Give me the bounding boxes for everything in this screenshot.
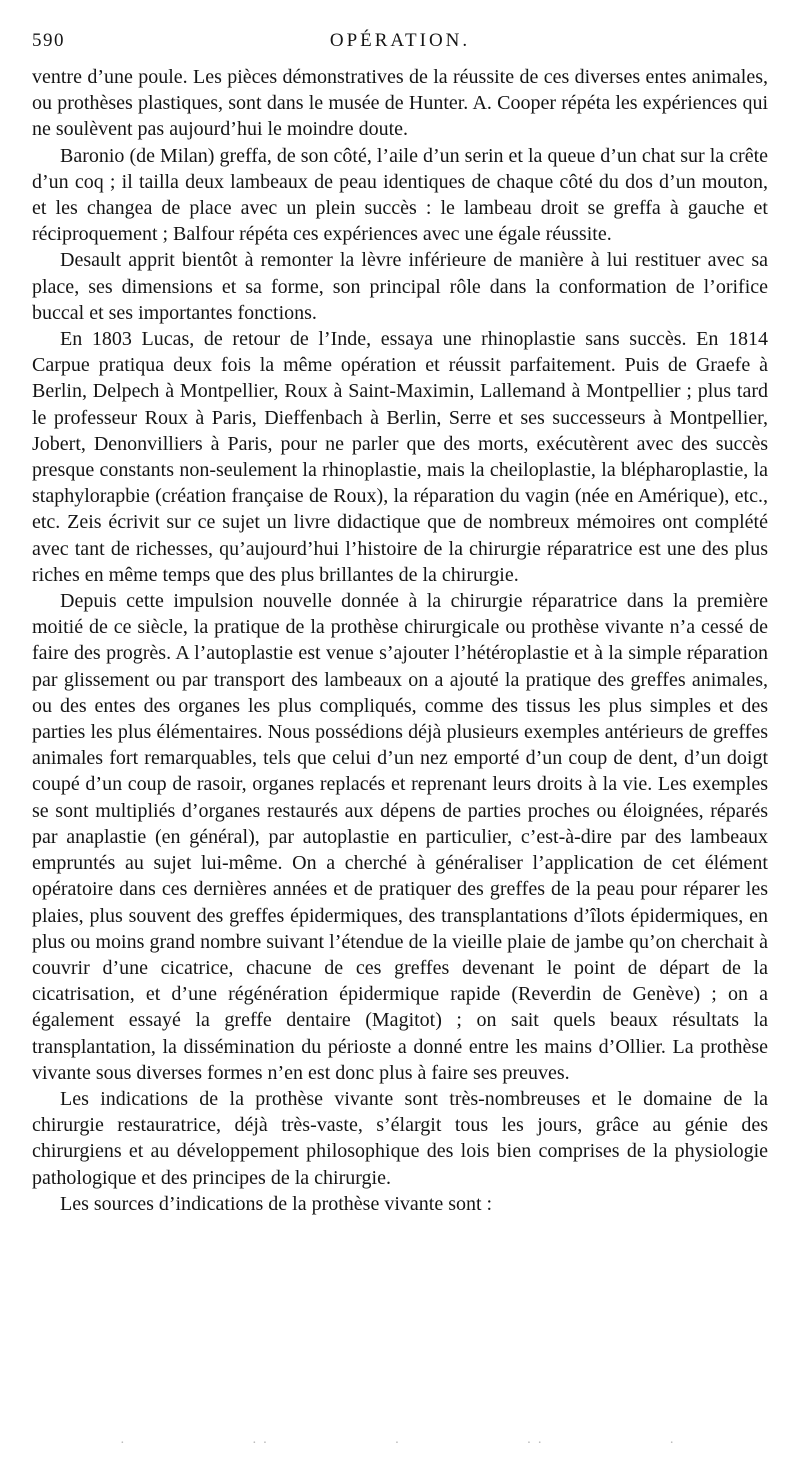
running-title: OPÉRATION. [329,30,471,51]
body-text [32,64,768,1217]
page-mark: · [394,1436,406,1451]
page-mark: ·· [526,1436,548,1451]
bottom-page-marks [120,1436,680,1451]
paragraph-continuation: ventre d’une poule. Les pièces démonstratives de la réussite de ces diverses entes animales, ou prothèses plastiques, sont dans le musée de Hunter. A. Cooper répéta les expériences qui ne soulèvent pas aujourd’hui le moindre doute. [32,66,768,141]
running-head [32,30,768,58]
page-mark: · [669,1436,680,1451]
paragraph-indications: Les indications de la prothèse vivante sont très-nombreuses et le domaine de la chirurgie restauratrice, déjà très-vaste, s’élargit tous les jours, grâce au génie des chirurgiens et au développement philosophique des lois bien comprises de la physiologie pathologique et des principes de la chirurgie. [32,1087,768,1189]
page-mark: ·· [252,1436,274,1451]
paragraph-sources: Les sources d’indications de la prothèse vivante sont : [60,1192,493,1215]
page-number: 590 [32,30,65,51]
paragraph-rhinoplasty-history: En 1803 Lucas, de retour de l’Inde, essaya une rhinoplastie sans succès. En 1814 Carpue pratiqua deux fois la même opération et réussit parfaitement. Puis de Graefe à Berlin, Delpech à Montpellier, Roux à Saint-Maximin, Lallemand à Montpellier ; plus tard le professeur Roux à Paris, Dieffenbach à Berlin, Serre et ses successeurs à Montpellier, Jobert, Denonvilliers à Paris, pour ne parler que des morts, exécutèrent avec des succès presque constants non-seulement la rhinoplastie, mais la cheiloplastie, la blépharoplastie, la staphylorapbie (création française de Roux), la réparation du vagin (née en Amérique), etc., etc. Zeis écrivit sur ce sujet un livre didactique que de nombreux mémoires ont complété avec tant de richesses, qu’aujourd’hui l’histoire de la chirurgie réparatrice est une des plus riches en même temps que des plus brillantes de la chirurgie. [32,328,768,586]
paragraph-desault: Desault apprit bientôt à remonter la lèvre inférieure de manière à lui restituer avec sa place, ses dimensions et sa forme, son principal rôle dans la conformation de l’orifice buccal et ses importantes fonctions. [32,249,768,324]
page-mark: · [120,1436,131,1451]
paragraph-living-prosthesis-progress: Depuis cette impulsion nouvelle donnée à la chirurgie réparatrice dans la première moitié de ce siècle, la pratique de la prothèse chirurgicale ou prothèse vivante n’a cessé de faire des progrès. A l’autoplastie est venue s’ajouter l’hétéroplastie et à la simple réparation par glissement ou par transport des lambeaux on a ajouté la pratique des greffes animales, ou des entes des organes les plus compliqués, comme des tissus les plus simples et des parties les plus élémentaires. Nous possédions déjà plusieurs exemples antérieurs de greffes animales fort remarquables, tels que celui d’un nez emporté d’un coup de dent, d’un doigt coupé d’un coup de rasoir, organes replacés et reprenant leurs droits à la vie. Les exemples se sont multipliés d’organes restaurés aux dépens de parties proches ou éloignées, réparés par anaplastie (en général), par autoplastie en particulier, c’est-à-dire par des lambeaux empruntés au sujet lui-même. On a cherché à généraliser l’application de cet élément opératoire dans ces dernières années et de pratiquer des greffes de la peau pour réparer les plaies, plus souvent des greffes épidermiques, des transplantations d’îlots épidermiques, en plus ou moins grand nombre suivant l’étendue de la vieille plaie de jambe qu’on cherchait à couvrir d’une cicatrice, chacune de ces greffes devenant le point de départ de la cicatrisation, et d’une régénération épidermique rapide (Reverdin de Genève) ; on a également essayé la greffe dentaire (Magitot) ; on sait quels beaux résultats la transplantation, la dissémination du périoste a donné entre les mains d’Ollier. La prothèse vivante sous diverses formes n’en est donc plus à faire ses preuves. [32,590,768,1084]
paragraph-baronio: Baronio (de Milan) greffa, de son côté, l’aile d’un serin et la queue d’un chat sur la crête d’un coq ; il tailla deux lambeaux de peau identiques de chaque côté du dos d’un mouton, et les changea de place avec un plein succès : le lambeau droit se greffa à gauche et réciproquement ; Balfour répéta ces expériences avec une égale réussite. [32,144,768,246]
